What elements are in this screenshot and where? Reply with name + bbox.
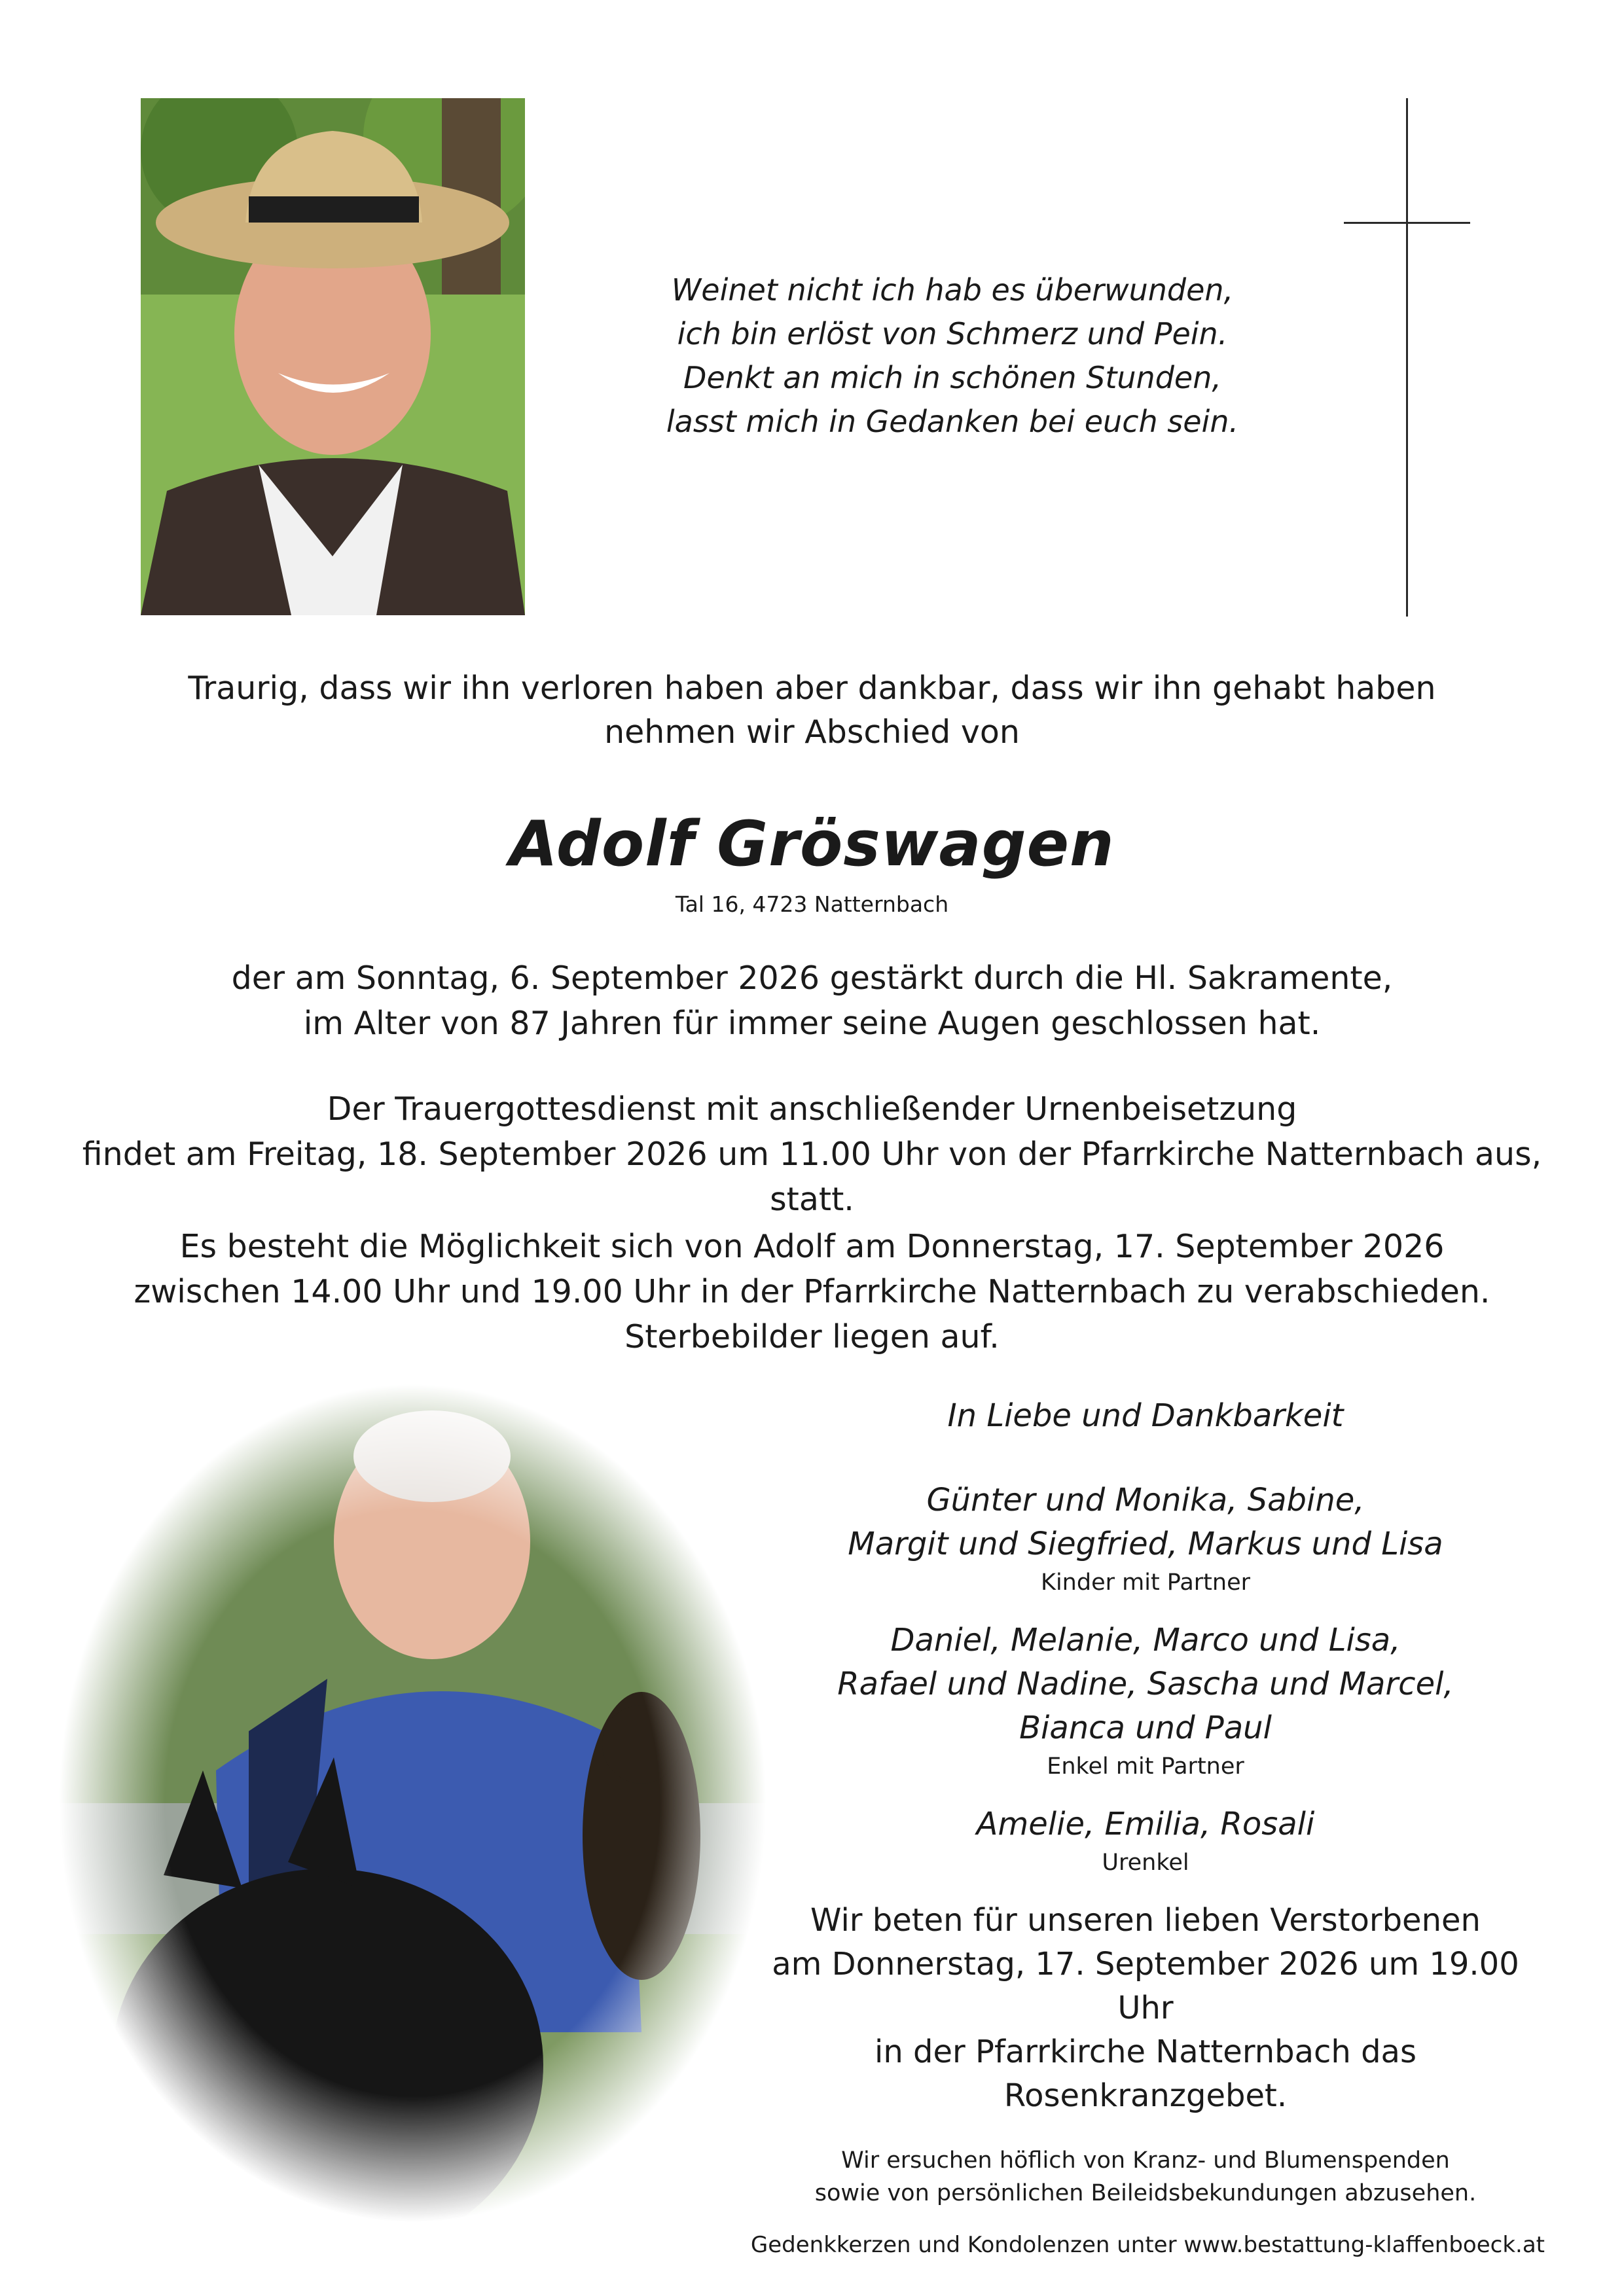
rosary-line: in der Pfarrkirche Natternbach das Rosenkranzgebet. (875, 2034, 1416, 2114)
portrait-photo (141, 98, 525, 615)
farewell-info (39, 1224, 1585, 1359)
deceased-address: Tal 16, 4723 Natternbach (675, 891, 949, 917)
funeral-service (39, 1086, 1585, 1222)
family-heading: In Liebe und Dankbarkeit (947, 1397, 1344, 1434)
intro-line: Traurig, dass wir ihn verloren haben aber dankbar, dass wir ihn gehabt haben (188, 670, 1436, 707)
farewell-line: Sterbebilder liegen auf. (624, 1318, 1000, 1355)
grandchildren-relation: Enkel mit Partner (1047, 1753, 1244, 1780)
request-line: Wir ersuchen höflich von Kranz- und Blumenspenden (841, 2147, 1450, 2174)
farewell-line: zwischen 14.00 Uhr und 19.00 Uhr in der Pfarrkirche Natternbach zu verabschieden. (134, 1273, 1490, 1310)
service-line: Der Trauergottesdienst mit anschließender Urnenbeisetzung (327, 1090, 1297, 1128)
poem-line: ich bin erlöst von Schmerz und Pein. (677, 316, 1228, 351)
intro-line: nehmen wir Abschied von (604, 713, 1020, 751)
poem-line: lasst mich in Gedanken bei euch sein. (666, 404, 1239, 439)
memorial-poem (576, 268, 1329, 444)
grandchildren-names: Rafael und Nadine, Sascha und Marcel, (837, 1666, 1454, 1702)
cross-icon-bar (1344, 222, 1470, 224)
farewell-line: Es besteht die Möglichkeit sich von Adolf am Donnerstag, 17. September 2026 (179, 1228, 1445, 1265)
children-names: Günter und Monika, Sabine, (926, 1482, 1365, 1518)
oval-photo-with-dogs (52, 1378, 772, 2229)
grandchildren-names: Bianca und Paul (1019, 1710, 1272, 1746)
request-line: sowie von persönlichen Beileidsbekundungen abzusehen. (814, 2180, 1477, 2206)
rosary-line: am Donnerstag, 17. September 2026 um 19.00 Uhr (772, 1946, 1519, 2026)
great-grandchildren-names: Amelie, Emilia, Rosali (976, 1806, 1315, 1842)
death-line: im Alter von 87 Jahren für immer seine Augen geschlossen hat. (303, 1005, 1321, 1042)
death-line: der am Sonntag, 6. September 2026 gestärkt durch die Hl. Sakramente, (231, 960, 1393, 997)
footer-condolence-link: Gedenkkerzen und Kondolenzen unter www.bestattung-klaffenboeck.at (750, 2232, 1545, 2258)
cross-icon (1406, 98, 1408, 617)
poem-line: Denkt an mich in schönen Stunden, (683, 360, 1221, 395)
death-notice (39, 956, 1585, 1046)
children-relation: Kinder mit Partner (1041, 1570, 1250, 1596)
grandchildren-names: Daniel, Melanie, Marco und Lisa, (890, 1622, 1401, 1659)
poem-line: Weinet nicht ich hab es überwunden, (671, 272, 1234, 308)
great-grandchildren-relation: Urenkel (1102, 1850, 1189, 1876)
service-line: findet am Freitag, 18. September 2026 um 11.00 Uhr von der Pfarrkirche Natternbach aus, statt. (82, 1136, 1542, 1218)
deceased-name: Adolf Gröswagen (509, 808, 1115, 880)
family-section (740, 1394, 1551, 2210)
rosary-line: Wir beten für unseren lieben Verstorbenen (810, 1902, 1481, 1939)
intro-text (98, 666, 1526, 754)
children-names: Margit und Siegfried, Markus und Lisa (848, 1526, 1443, 1562)
